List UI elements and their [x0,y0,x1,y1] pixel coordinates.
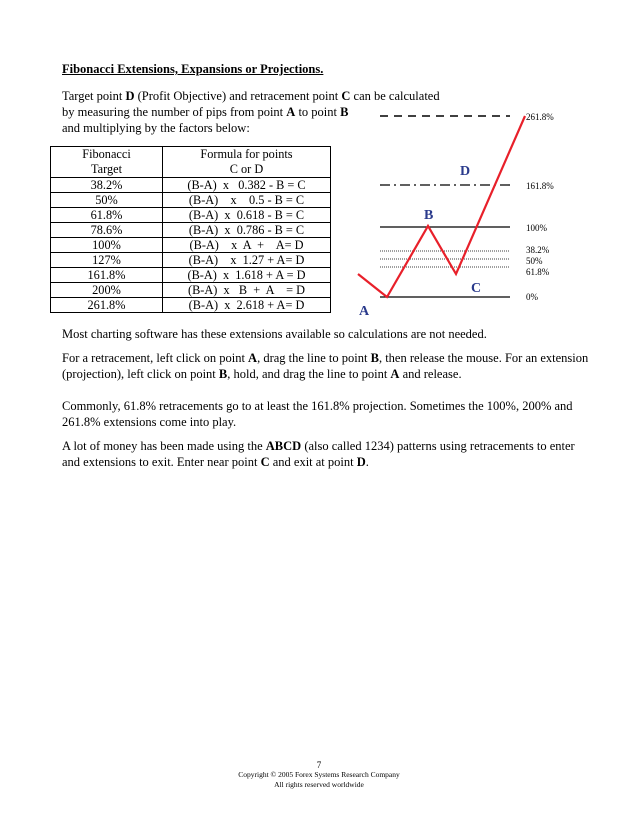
table-header-row [51,147,331,178]
table-row [51,238,331,253]
table-row [51,283,331,298]
level-label: 61.8% [526,267,550,277]
abcd-extension-diagram [340,104,580,324]
formula-cell: (B-A) x 1.27 + A= D [163,253,331,268]
level-label: 50% [526,256,543,266]
paragraph-common-retracements: Commonly, 61.8% retracements go to at least the 161.8% projection. Sometimes the 100%, 200% and 261.8% extensions come into play. [62,399,573,429]
paragraph-charting-software: Most charting software has these extensions available so calculations are not needed. [62,327,487,341]
formula-cell: (B-A) x A + A= D [163,238,331,253]
target-cell: 61.8% [51,208,163,223]
target-cell: 261.8% [51,298,163,313]
table-row [51,268,331,283]
table-row [51,193,331,208]
target-cell: 50% [51,193,163,208]
formula-cell: (B-A) x 0.382 - B = C [163,178,331,193]
target-cell: 161.8% [51,268,163,283]
header-formula: Formula for points C or D [163,147,331,178]
table-row [51,253,331,268]
intro-line-1: Target point D (Profit Objective) and retracement point C can be calculated [62,89,440,103]
target-cell: 200% [51,283,163,298]
paragraph-abcd-patterns: A lot of money has been made using the ABCD (also called 1234) patterns using retracements to enter and extensions to exit. Enter near point C and exit at point D. [62,439,575,469]
price-path-line [358,116,525,297]
target-cell: 38.2% [51,178,163,193]
point-label-d: D [460,164,471,179]
section-heading: Fibonacci Extensions, Expansions or Projections. [62,62,324,76]
fibonacci-table [50,146,331,313]
formula-cell: (B-A) x 0.5 - B = C [163,193,331,208]
intro-line-2: by measuring the number of pips from point A to point B [62,105,349,119]
table-row [51,208,331,223]
intro-line-3: and multiplying by the factors below: [62,121,250,135]
copyright-text: Copyright © 2005 Forex Systems Research Company [238,770,400,779]
rights-text: All rights reserved worldwide [274,780,364,789]
level-label: 0% [526,292,538,302]
table-row [51,223,331,238]
table-row [51,178,331,193]
level-label: 161.8% [526,181,554,191]
formula-cell: (B-A) x 0.786 - B = C [163,223,331,238]
paragraph-retracement-instructions: For a retracement, left click on point A, drag the line to point B, then release the mouse. For an extension (projection), left click on point B, hold, and drag the line to point A and release. [62,351,589,381]
level-label: 100% [526,223,547,233]
table-row [51,298,331,313]
target-cell: 78.6% [51,223,163,238]
formula-cell: (B-A) x 0.618 - B = C [163,208,331,223]
point-label-b: B [424,208,434,223]
page-number: 7 [316,760,322,770]
formula-cell: (B-A) x B + A = D [163,283,331,298]
point-label-a: A [359,304,370,319]
page-footer [0,760,638,790]
level-label: 261.8% [526,112,554,122]
formula-cell: (B-A) x 2.618 + A= D [163,298,331,313]
level-label: 38.2% [526,245,550,255]
target-cell: 100% [51,238,163,253]
point-label-c: C [471,281,482,296]
target-cell: 127% [51,253,163,268]
header-target: Fibonacci Target [51,147,163,178]
formula-cell: (B-A) x 1.618 + A = D [163,268,331,283]
